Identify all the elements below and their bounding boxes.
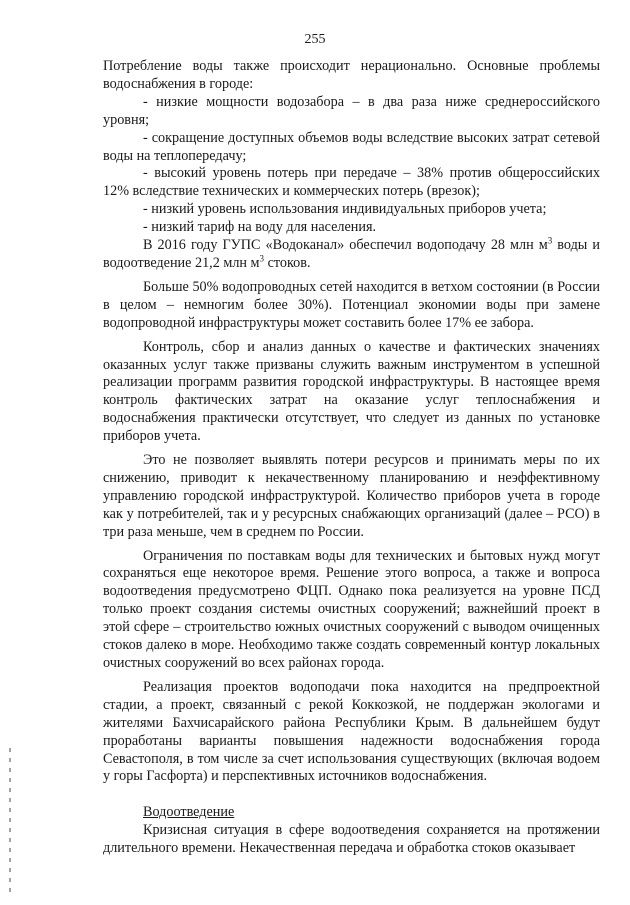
bullet-item: - низкий тариф на воду для населения.: [143, 219, 377, 236]
text-span: воды и водоотведение 21,2 млн м: [103, 237, 600, 271]
bullet-item: - высокий уровень потерь при передаче – 38% против общероссийских 12% вследствие технических и коммерческих потерь (врезок);: [103, 165, 600, 200]
text-span: В 2016 году ГУПС «Водоканал» обеспечил водоподачу 28 млн м: [143, 237, 548, 254]
paragraph-intro: Потребление воды также происходит нерационально. Основные проблемы водоснабжения в городе:: [103, 58, 600, 92]
paragraph-projects: Реализация проектов водоподачи пока находится на предпроектной стадии, а проект, связанный с рекой Коккозкой, не поддержан экологами и жителями Бахчисарайского района Республики Крым. В дальнейшем будут проработаны варианты повышения надежности водоснабжения города Севастополя, в том числе за счет использования существующих (включая водоем у горы Гасфорта) и перспективных источников водоснабжения.: [103, 678, 600, 785]
scan-edge-mark: [9, 748, 11, 898]
paragraph-restrictions: Ограничения по поставкам воды для технических и бытовых нужд могут сохраняться еще некоторое время. Решение этого вопроса, а также и вопроса водоотведения предусмотрено ФЦП. Однако пока реализуется на уровне ПСД только проект создания системы очистных сооружений; важнейший проект в этой сфере – строительство южных очистных сооружений с выводом очищенных стоков далеко в море. Необходимо также создать современный контур локальных очистных сооружений во всех районах города.: [103, 547, 600, 671]
bullet-item: - сокращение доступных объемов воды вследствие высоких затрат сетевой воды на теплопередачу;: [103, 129, 600, 164]
section-heading: Водоотведение: [143, 804, 235, 821]
bullet-item: - низкий уровень использования индивидуальных приборов учета;: [143, 201, 547, 218]
superscript: 3: [547, 235, 553, 246]
document-body: [103, 58, 600, 858]
paragraph-networks: Больше 50% водопроводных сетей находится в ветхом состоянии (в России в целом – немногим более 30%). Потенциал экономии воды при замене водопроводной инфраструктуры может составить более 17% ее забора.: [103, 278, 600, 331]
page-number: 255: [304, 32, 326, 47]
paragraph-water-supply-2016: [103, 237, 600, 273]
paragraph-crisis: Кризисная ситуация в сфере водоотведения сохраняется на протяжении длительного времени. Некачественная передача и обработка стоков оказывает: [103, 822, 600, 857]
superscript: 3: [259, 253, 265, 264]
paragraph-control: Контроль, сбор и анализ данных о качестве и фактических значениях оказанных услуг также призваны служить важным инструментом в успешной реализации программ развития городской инфраструктуры. В настоящее время контроль фактических затрат на оказание услуг теплоснабжения и водоснабжения практически отсутствует, что следует из данных по установке приборов учета.: [103, 338, 600, 445]
paragraph-losses: Это не позволяет выявлять потери ресурсов и принимать меры по их снижению, приводит к некачественному планированию и неэффективному управлению городской инфраструктурой. Количество приборов учета в городе как у потребителей, так и у ресурсных снабжающих организаций (далее – РСО) в три раза меньше, чем в среднем по России.: [103, 452, 600, 540]
text-span: стоков.: [264, 254, 311, 271]
bullet-item: - низкие мощности водозабора – в два раза ниже среднероссийского уровня;: [103, 93, 600, 128]
